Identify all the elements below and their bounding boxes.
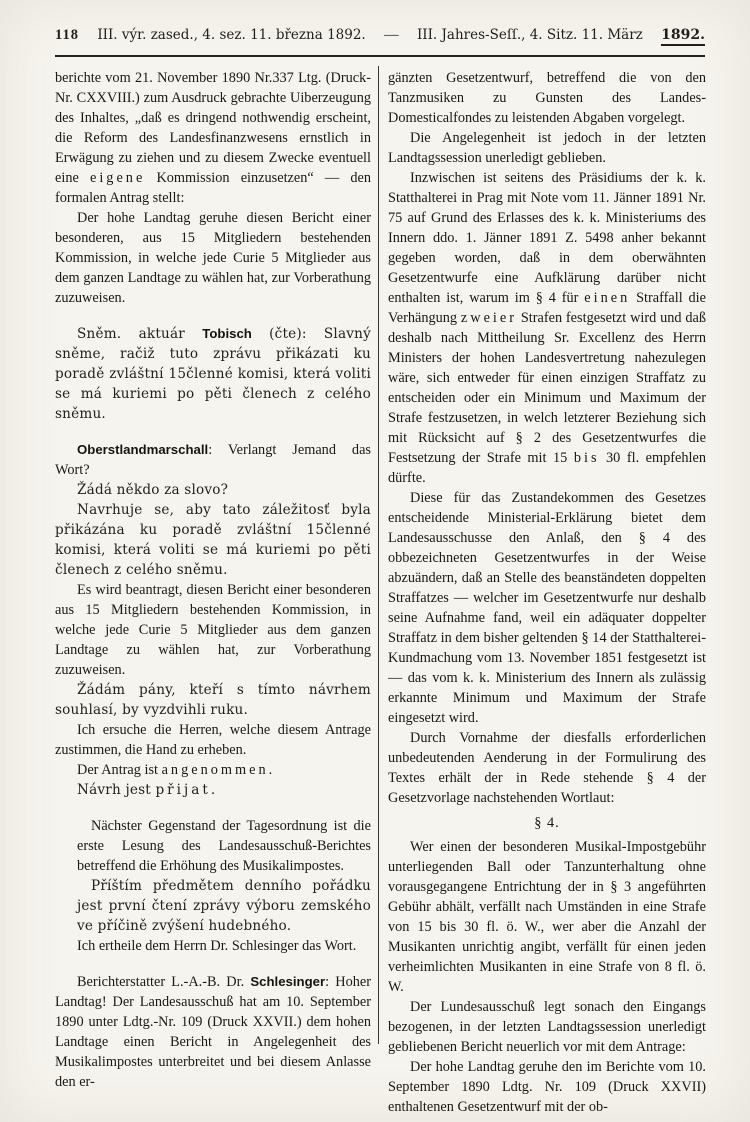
paragraph — [55, 324, 371, 424]
paragraph — [388, 997, 706, 1057]
paragraph — [77, 876, 371, 936]
paragraph — [388, 168, 706, 488]
text-run: eigene — [89, 170, 146, 186]
paragraph — [55, 760, 371, 780]
text-run: Žádám pány, kteří s tímto návrhem souhlasí, by vyzdvihli ruku. — [55, 682, 371, 718]
text-run: Die Angelegenheit ist jedoch in der letzten Landtagssession unerledigt geblieben. — [388, 130, 706, 166]
text-run: Wer einen der besonderen Musikal-Impostgebühr unterliegenden Ball oder Tanzunterhaltung ohne vorausgegangene Entrichtung der in § 3 angeführten Gebühr abhält, verfällt nach Umständen in eine Strafe von 15 bis 30 fl. ö. W., wer aber die Anzahl der Musikanten unrichtig angibt, verfällt für einen jeden verheimlichten Musikanten in eine Strafe von 8 fl. ö. W. — [388, 839, 706, 995]
text-run: : Verlangt Jemand das Wort? — [55, 442, 371, 478]
header-rule — [55, 55, 705, 57]
text-run: gänzten Gesetzentwurf, betreffend die von den Tanzmusiken zu Gunsten des Landes-Domesticalfondes zu leistenden Abgaben vorgelegt. — [388, 70, 706, 126]
text-run: Schlesinger — [250, 974, 326, 989]
header-czech-session: III. výr. zased., 4. sez. 11. března 1892. — [97, 27, 366, 43]
text-run: § 4. — [534, 815, 560, 831]
text-run: Der hohe Landtag geruhe diesen Bericht einer besonderen, aus 15 Mitgliedern bestehenden Kommission, in welche jede Curie 5 Mitglieder aus dem ganzen Landtage zu wählen hat, zur Vorberathung zuzuweisen. — [55, 210, 371, 306]
text-run: Ich ersuche die Herren, welche diesem Antrage zustimmen, die Hand zu erheben. — [55, 722, 371, 758]
text-run: Straffall die Verhängung — [388, 290, 707, 326]
text-run: Durch Vornahme der diesfalls erforderlichen unbedeutenden Aenderung in der Formulirung des Textes erhält der in Rede stehende § 4 der Gesetzvorlage nachstehenden Wortlaut: — [388, 730, 706, 806]
text-run: zweier — [460, 310, 518, 326]
text-run: Navrhuje se, aby tato záležitosť byla přikázána ku poradě zvláštní 15členné komisi, která voliti se má kuriemi po pěti členech z celého sněmu. — [55, 502, 371, 578]
text-run: angenommen — [161, 762, 269, 778]
right-column — [388, 68, 706, 1117]
paragraph — [77, 816, 371, 876]
text-run: Der Antrag ist — [77, 762, 162, 778]
text-run: Nächster Gegenstand der Tagesordnung ist die erste Lesung des Landesausschuß-Berichtes betreffend die Erhöhung des Musikalimpostes. — [77, 818, 371, 874]
text-run: einen — [584, 290, 631, 306]
text-run: Inzwischen ist seitens des Präsidiums der k. k. Statthalterei in Prag mit Note vom 11. Jänner 1891 Nr. 75 auf Grund des Erlasses des k. k. Ministeriums des Innern ddo. 1. Jänner 1891 Z. 5498 anher bekannt gegeben worden, daß in dem oberwähnten Gesetzentwurfe eine Aufklärung darüber nicht enthalten ist, warum im § 4 für — [388, 170, 706, 306]
paragraph — [55, 936, 371, 956]
text-run: Návrh jest — [77, 782, 156, 798]
header-german-session: III. Jahres-Seſſ., 4. Sitz. 11. März — [416, 27, 643, 43]
paragraph — [55, 780, 371, 800]
paragraph — [55, 580, 371, 680]
paragraph — [388, 488, 706, 728]
text-run: přijat — [155, 782, 211, 798]
paragraph — [55, 440, 371, 480]
paragraph — [388, 728, 706, 808]
text-run: Ich ertheile dem Herrn Dr. Schlesinger das Wort. — [77, 938, 357, 954]
text-run: . — [268, 762, 273, 778]
header-dash: — — [384, 27, 399, 43]
paragraph — [55, 680, 371, 720]
header-year: 1892. — [661, 27, 705, 46]
text-run: . — [210, 782, 216, 798]
paragraph — [55, 480, 371, 500]
text-run: bis — [573, 450, 600, 466]
paragraph — [388, 68, 706, 128]
paragraph — [55, 500, 371, 580]
paragraph — [55, 68, 371, 208]
text-run: Oberstlandmarschall — [77, 442, 209, 457]
text-run: Strafen festgesetzt wird und daß deshalb nach Mittheilung Sr. Excellenz des Herrn Ministers der hohen Landesvertretung nahezulegen wäre, sich entweder für einen einzigen Straffatz zu entscheiden oder ein Minimum und Maximum der Strafe festzusetzen, in welch letzterer Beziehung sich mit Rücksicht auf § 2 des Gesetzentwurfes die Festsetzung der Strafe mit 15 — [388, 310, 706, 466]
column-divider — [378, 66, 379, 1044]
text-run: Sněm. aktuár — [77, 326, 203, 342]
text-run: Der hohe Landtag geruhe den im Berichte vom 10. September 1890 Ldtg. Nr. 109 (Druck XXVII) enthaltenen Gesetzentwurf mit der ob- — [388, 1059, 706, 1115]
paragraph — [55, 208, 371, 308]
paragraph — [388, 1057, 706, 1117]
page-number: 118 — [55, 27, 79, 43]
paragraph — [388, 128, 706, 168]
text-run: Berichterstatter L.-A.-B. Dr. — [77, 974, 251, 990]
paragraph — [55, 720, 371, 760]
text-run: Es wird beantragt, diesen Bericht einer besonderen aus 15 Mitgliedern bestehenden Kommission, in welche jede Curie 5 Mitglieder aus dem ganzen Landtage zu wählen hat, zur Vorberathung zuzuweisen. — [55, 582, 371, 678]
text-run: Žádá někdo za slovo? — [77, 482, 229, 498]
paragraph — [388, 837, 706, 997]
text-run: Der Lundesausschuß legt sonach den Eingangs bezogenen, in der letzten Landtagssession unerledigt gebliebenen Bericht neuerlich vor mit dem Antrage: — [388, 999, 706, 1055]
text-run: : Hoher Landtag! Der Landesausschuß hat am 10. September 1890 unter Ldtg.-Nr. 109 (Druck XXVII.) dem hohen Landtage einen Bericht in Angelegenheit des Musikalimpostes unterbreitet und bei diesem Anlasse den er- — [55, 974, 371, 1090]
paragraph — [55, 972, 371, 1092]
text-run: Příštím předmětem denního pořádku jest první čtení zprávy výboru zemského ve příčině zvýšení hudebného. — [77, 878, 371, 934]
paragraph — [388, 814, 706, 833]
text-run: Tobisch — [202, 326, 252, 341]
text-run: 30 fl. empfehlen dürfte. — [388, 450, 706, 486]
left-column — [55, 68, 371, 1092]
text-run: berichte vom 21. November 1890 Nr.337 Ltg. (Druck-Nr. CXXVIII.) zum Ausdruck gebrachte Uiberzeugung des Inhaltes, „daß es dringend nothwendig erscheint, die Reform des Landesfinanzwesens ernstlich in Erwägung zu ziehen und zu diesem Zwecke eventuell eine — [55, 70, 371, 186]
text-run: Kommission einzusetzen“ — den formalen Antrag stellt: — [55, 170, 371, 206]
page-header — [55, 27, 705, 46]
text-run: Diese für das Zustandekommen des Gesetzes entscheidende Ministerial-Erklärung bietet dem Landesausschusse den Anlaß, den § 4 des obbezeichneten Gesetzentwurfes in der Weise abzuändern, daß an Stelle des beanständeten doppelten Straffatzes — welcher im Gesetzentwurfe nur deshalb seine Aufnahme fand, weil ein adäquater doppelter Straffatz in dem bisher geltenden § 14 der Statthalterei-Kundmachung vom 13. November 1851 festgesetzt ist — das vom k. k. Ministerium des Innern als zulässig erkannte Minimum und Maximum der Strafe eingesetzt wird. — [388, 490, 706, 726]
text-run: (čte): Slavný sněme, račiž tuto zprávu přikázati ku poradě zvláštní 15členné komisi, která voliti se má kuriemi po pěti členech z celého sněmu. — [55, 326, 371, 422]
